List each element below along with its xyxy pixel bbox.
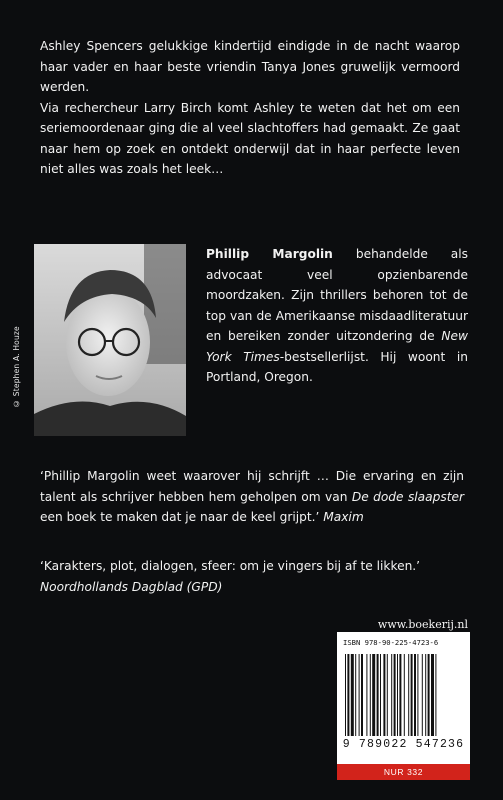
barcode-bar xyxy=(397,654,398,736)
barcode-bar xyxy=(394,654,396,736)
quote1-source: Maxim xyxy=(323,510,364,524)
author-bio xyxy=(206,244,468,388)
barcode-bar xyxy=(355,654,356,736)
nur-label: NUR 332 xyxy=(337,764,470,780)
barcode-bar xyxy=(411,654,413,736)
quote1-book-title: De dode slaapster xyxy=(351,489,464,504)
barcode-bar xyxy=(370,654,371,736)
barcode-bar xyxy=(417,654,418,736)
barcode-bar xyxy=(387,654,388,736)
author-name: Phillip Margolin xyxy=(206,247,333,261)
barcode-bar xyxy=(366,654,367,736)
ean-number: 9 789022 547236 xyxy=(342,738,465,751)
blurb-paragraph-1: Ashley Spencers gelukkige kindertijd eindigde in de nacht waarop haar vader en haar beste vriendin Tanya Jones gruwelijk vermoord werden. xyxy=(40,39,460,94)
barcode-bar xyxy=(414,654,416,736)
isbn-label: ISBN 978-90-225-4723-6 xyxy=(343,638,439,647)
author-photo xyxy=(34,244,186,436)
barcode-bar xyxy=(351,654,354,736)
barcode-bar xyxy=(383,654,385,736)
barcode-bar xyxy=(361,654,363,736)
barcode-bar xyxy=(404,654,405,736)
barcode-bar xyxy=(377,654,379,736)
barcode-bar xyxy=(372,654,375,736)
blurb-paragraph-2: Via rechercheur Larry Birch komt Ashley te weten dat het om een seriemoordenaar ging die al veel slachtoffers had gemaakt. Ze gaat naar hem op zoek en ontdekt onderwijl dat in haar perfecte leven niet alles was zoals het leek… xyxy=(40,100,460,176)
barcode-bar xyxy=(399,654,401,736)
barcode-bar xyxy=(391,654,392,736)
author-portrait-illustration xyxy=(34,244,186,436)
barcode-bar xyxy=(431,654,434,736)
publisher-website: www.boekerij.nl xyxy=(377,618,468,631)
bio-newspaper: New York Times xyxy=(206,329,468,364)
bio-text-a: behandelde als advocaat veel opzienbarende moordzaken. Zijn thrillers behoren tot de top van de Amerikaanse misdaadliteratuur en bereiken zonder uitzondering de xyxy=(206,247,469,343)
photo-credit: © Stephen A. Houze xyxy=(12,326,21,408)
review-quote-noordhollands xyxy=(40,556,464,597)
barcode-bar xyxy=(380,654,381,736)
quote2-source: Noordhollands Dagblad (GPD) xyxy=(40,579,223,594)
quote1-text-a: ‘Phillip Margolin weet waarover hij schrijft … Die ervaring en zijn talent als schrijver hebben hem geholpen om van xyxy=(40,469,464,504)
barcode-box xyxy=(337,632,470,764)
bio-text-b: -bestsellerlijst. Hij woont in Portland, Oregon. xyxy=(206,349,468,384)
review-quote-maxim xyxy=(40,466,464,528)
barcode-bar xyxy=(359,654,360,736)
quote1-text-b: een boek te maken dat je naar de keel grijpt.’ xyxy=(40,510,324,524)
quote2-text: ‘Karakters, plot, dialogen, sfeer: om je vingers bij af te likken.’ xyxy=(40,559,421,573)
blurb xyxy=(40,36,460,180)
barcode-bar xyxy=(347,654,349,736)
barcode-bar xyxy=(435,654,436,736)
barcode-bar xyxy=(408,654,409,736)
barcode-bars xyxy=(345,654,463,736)
barcode-bar xyxy=(425,654,426,736)
barcode-bar xyxy=(428,654,430,736)
barcode-bar xyxy=(345,654,346,736)
barcode-bar xyxy=(422,654,423,736)
